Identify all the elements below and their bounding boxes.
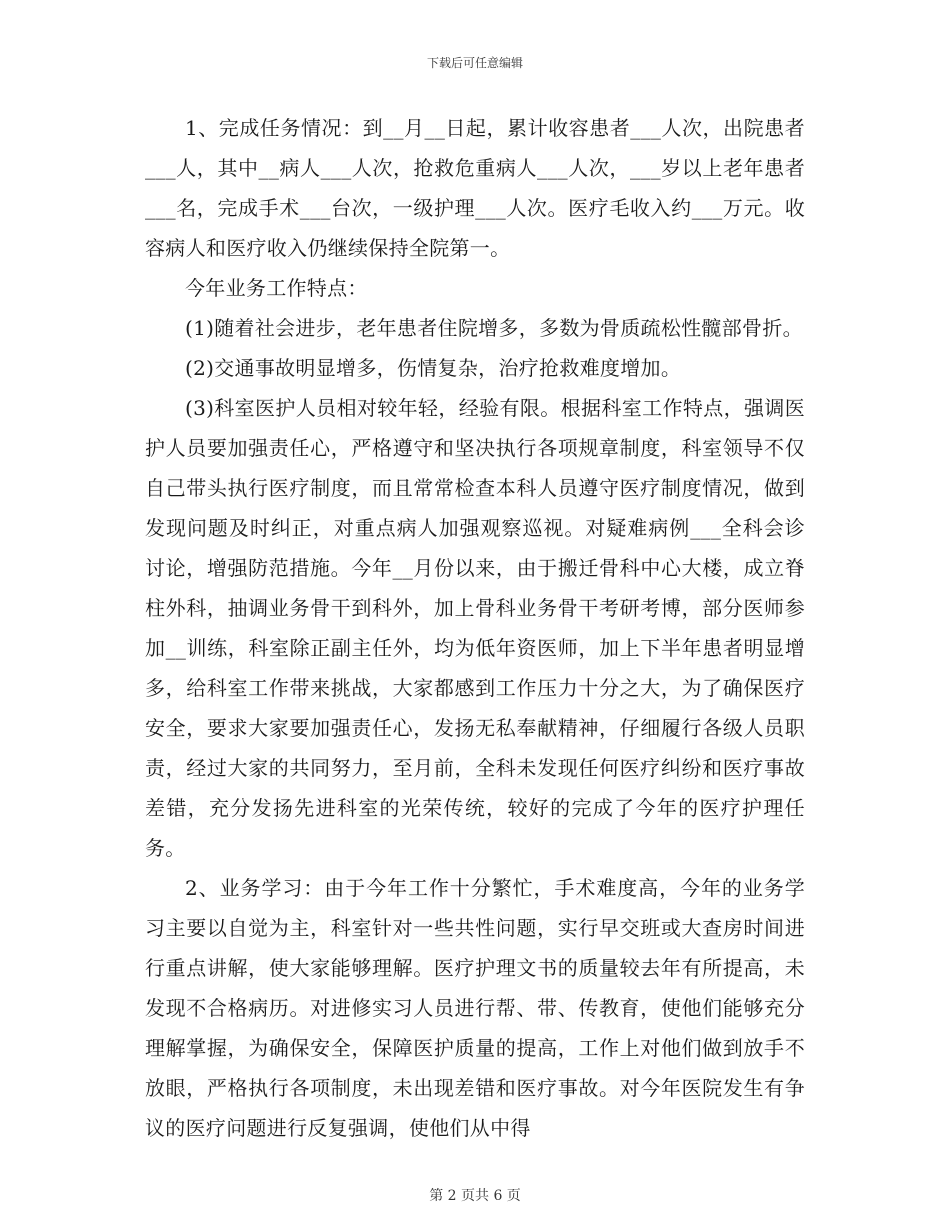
paragraph-work-features-heading: 今年业务工作特点： [185,276,368,300]
paragraph-task-completion: 1、完成任务情况：到__月__日起，累计收容患者___人次，出院患者___人，其中__病人___人次，抢救危重病人___人次，___岁以上老年患者___名，完成手术___台次，一级护理___人次。医疗毛收入约___万元。收容病人和医疗收入仍继续保持全院第一。 [145,116,805,260]
paragraph-feature-3: (3)科室医护人员相对较年轻，经验有限。根据科室工作特点，强调医护人员要加强责任心，严格遵守和坚决执行各项规章制度，科室领导不仅自己带头执行医疗制度，而且常常检查本科人员遵守医疗制度情况，做到发现问题及时纠正，对重点病人加强观察巡视。对疑难病例___全科会诊讨论，增强防范措施。今年__月份以来，由于搬迁骨科中心大楼，成立脊柱外科，抽调业务骨干到科外，加上骨科业务骨干考研考博，部分医师参加__训练，科室除正副主任外，均为低年资医师，加上下半年患者明显增多，给科室工作带来挑战，大家都感到工作压力十分之大，为了确保医疗安全，要求大家要加强责任心，发扬无私奉献精神，仔细履行各级人员职责，经过大家的共同努力，至月前，全科未发现任何医疗纠纷和医疗事故差错，充分发扬先进科室的光荣传统，较好的完成了今年的医疗护理任务。 [145,396,805,860]
page-header: 下载后可任意编辑 [426,56,523,70]
document-body [145,108,805,1148]
paragraph-feature-2: (2)交通事故明显增多，伤情复杂，治疗抢救难度增加。 [185,356,682,380]
page-footer: 第 2 页共 6 页 [429,1188,521,1204]
paragraph-feature-1: (1)随着社会进步，老年患者住院增多，多数为骨质疏松性髋部骨折。 [185,316,803,340]
paragraph-business-study: 2、业务学习：由于今年工作十分繁忙，手术难度高，今年的业务学习主要以自觉为主，科室针对一些共性问题，实行早交班或大查房时间进行重点讲解，使大家能够理解。医疗护理文书的质量较去年有所提高，未发现不合格病历。对进修实习人员进行帮、带、传教育，使他们能够充分理解掌握，为确保安全，保障医护质量的提高，工作上对他们做到放手不放眼，严格执行各项制度，未出现差错和医疗事故。对今年医院发生有争议的医疗问题进行反复强调，使他们从中得 [145,876,805,1140]
